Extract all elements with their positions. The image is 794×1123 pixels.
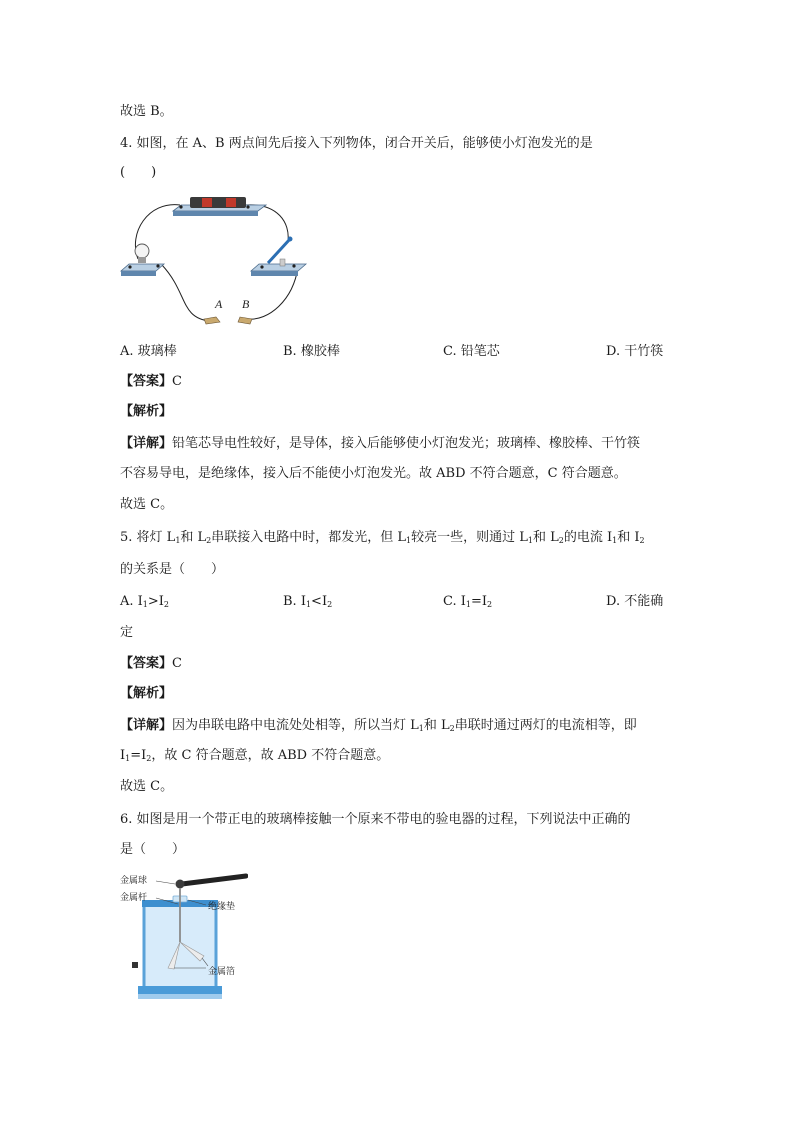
battery-band-right [226,198,236,207]
q4-answer [120,372,182,392]
q4-answer-value: C [172,374,182,389]
subscript: 1 [142,600,148,609]
q5-option-b [283,592,332,615]
q5-stem-part: 和 I [617,530,640,545]
subscript: 2 [639,536,645,545]
q4-detail-tag: 【详解】 [120,436,173,451]
q5-option-a [120,592,169,615]
subscript: 2 [163,600,170,609]
q5-opt-part: =I [470,594,488,609]
q5-detail-part: 和 L [423,718,450,733]
glass-rod [182,876,246,884]
subscript: 2 [146,754,152,763]
label-metal-foil: 金属箔 [208,967,236,977]
switch-base [251,264,306,271]
q4-option-d: D. 干竹筷 [606,344,664,359]
q5-option-d-wrap: 定 [120,625,134,640]
q5-stem-part: 较亮一些，则通过 L [411,530,528,545]
q4-option-b: B. 橡胶棒 [283,344,340,359]
q5-detail-part: I [120,748,126,763]
q6-electroscope-figure [118,870,248,1005]
q5-stem-part: 5. 将灯 L [120,530,176,545]
subscript: 1 [418,724,424,733]
q5-opt-part: >I [147,594,164,609]
q4-analysis-tag: 【解析】 [120,404,173,419]
subscript: 1 [465,600,471,609]
q5-answer-value: C [172,656,182,671]
metal-ball [176,880,185,889]
label-a: A [215,297,223,311]
label-metal-rod: 金属杆 [120,893,148,903]
q5-opt-part: A. I [120,594,143,609]
q4-circuit-figure [118,193,308,333]
q4-detail-text1: 铅笔芯导电性较好，是导体，接入后能够使小灯泡发光；玻璃棒、橡胶棒、干竹筷 [172,436,641,451]
q5-detail-tag: 【详解】 [120,718,173,733]
q5-stem-part: 和 L [532,530,559,545]
q5-stem-part: 串联接入电路中时，都发光，但 L [211,530,407,545]
battery-band-left [202,198,212,207]
q5-opt-part: <I [311,594,328,609]
label-b: B [242,297,250,311]
q5-detail-line2 [120,746,389,769]
q4-option-a: A. 玻璃棒 [120,344,177,359]
switch-lever [268,239,290,263]
q4-answer-tag: 【答案】 [120,374,173,389]
q5-stem-part: 和 L [180,530,207,545]
q5-stem-line1 [120,528,645,551]
wire-bottom-left [162,265,210,321]
subscript: 1 [175,536,181,545]
q5-detail-part: =I [130,748,147,763]
q6-stem-line2: 是（ ） [120,842,186,857]
subscript: 1 [305,600,312,609]
q5-opt-part: C. I [443,594,466,609]
q5-option-c [443,592,492,615]
subscript: 2 [487,600,493,609]
clip-a [204,317,220,324]
q5-answer [120,654,182,674]
subscript: 1 [406,536,412,545]
subscript: 2 [449,724,455,733]
q5-detail-part: 因为串联电路中电流处处相等，所以当灯 L [172,718,419,733]
q5-detail-part: ，故 C 符合题意，故 ABD 不符合题意。 [151,748,390,763]
q5-stem-part: 的电流 I [563,530,613,545]
q4-answer-paren: ( ) [120,165,157,180]
q5-answer-tag: 【答案】 [120,656,173,671]
q4-detail-line2: 不容易导电，是绝缘体，接入后不能使小灯泡发光。故 ABD 不符合题意，C 符合题意。 [120,466,627,481]
subscript: 2 [206,536,212,545]
subscript: 2 [558,536,564,545]
q5-option-d: D. 不能确 [606,594,664,609]
q5-detail-part: 串联时通过两灯的电流相等，即 [454,718,637,733]
subscript: 1 [612,536,618,545]
q5-detail-line1 [120,716,637,739]
label-metal-ball: 金属球 [120,876,148,886]
subscript: 1 [527,536,533,545]
q5-analysis-tag: 【解析】 [120,686,173,701]
q5-stem-line2: 的关系是（ ） [120,562,225,577]
bulb-icon [135,244,149,258]
subscript: 2 [327,600,333,609]
q4-detail-line1 [120,434,640,454]
clip-b [238,317,252,324]
q6-stem-line1: 6. 如图是用一个带正电的玻璃棒接触一个原来不带电的验电器的过程，下列说法中正确的 [120,812,631,827]
battery-body [190,197,246,208]
label-insulating-pad: 绝缘垫 [208,902,236,912]
q5-opt-part: B. I [283,594,306,609]
q4-conclusion: 故选 C。 [120,497,174,512]
subscript: 1 [125,754,131,763]
q5-conclusion: 故选 C。 [120,779,174,794]
q4-option-c: C. 铅笔芯 [443,344,500,359]
battery-base-side [173,211,258,216]
jar-base [138,986,222,994]
q3-conclusion: 故选 B。 [120,104,173,119]
q4-stem: 4. 如图，在 A、B 两点间先后接入下列物体，闭合开关后，能够使小灯泡发光的是 [120,136,593,151]
